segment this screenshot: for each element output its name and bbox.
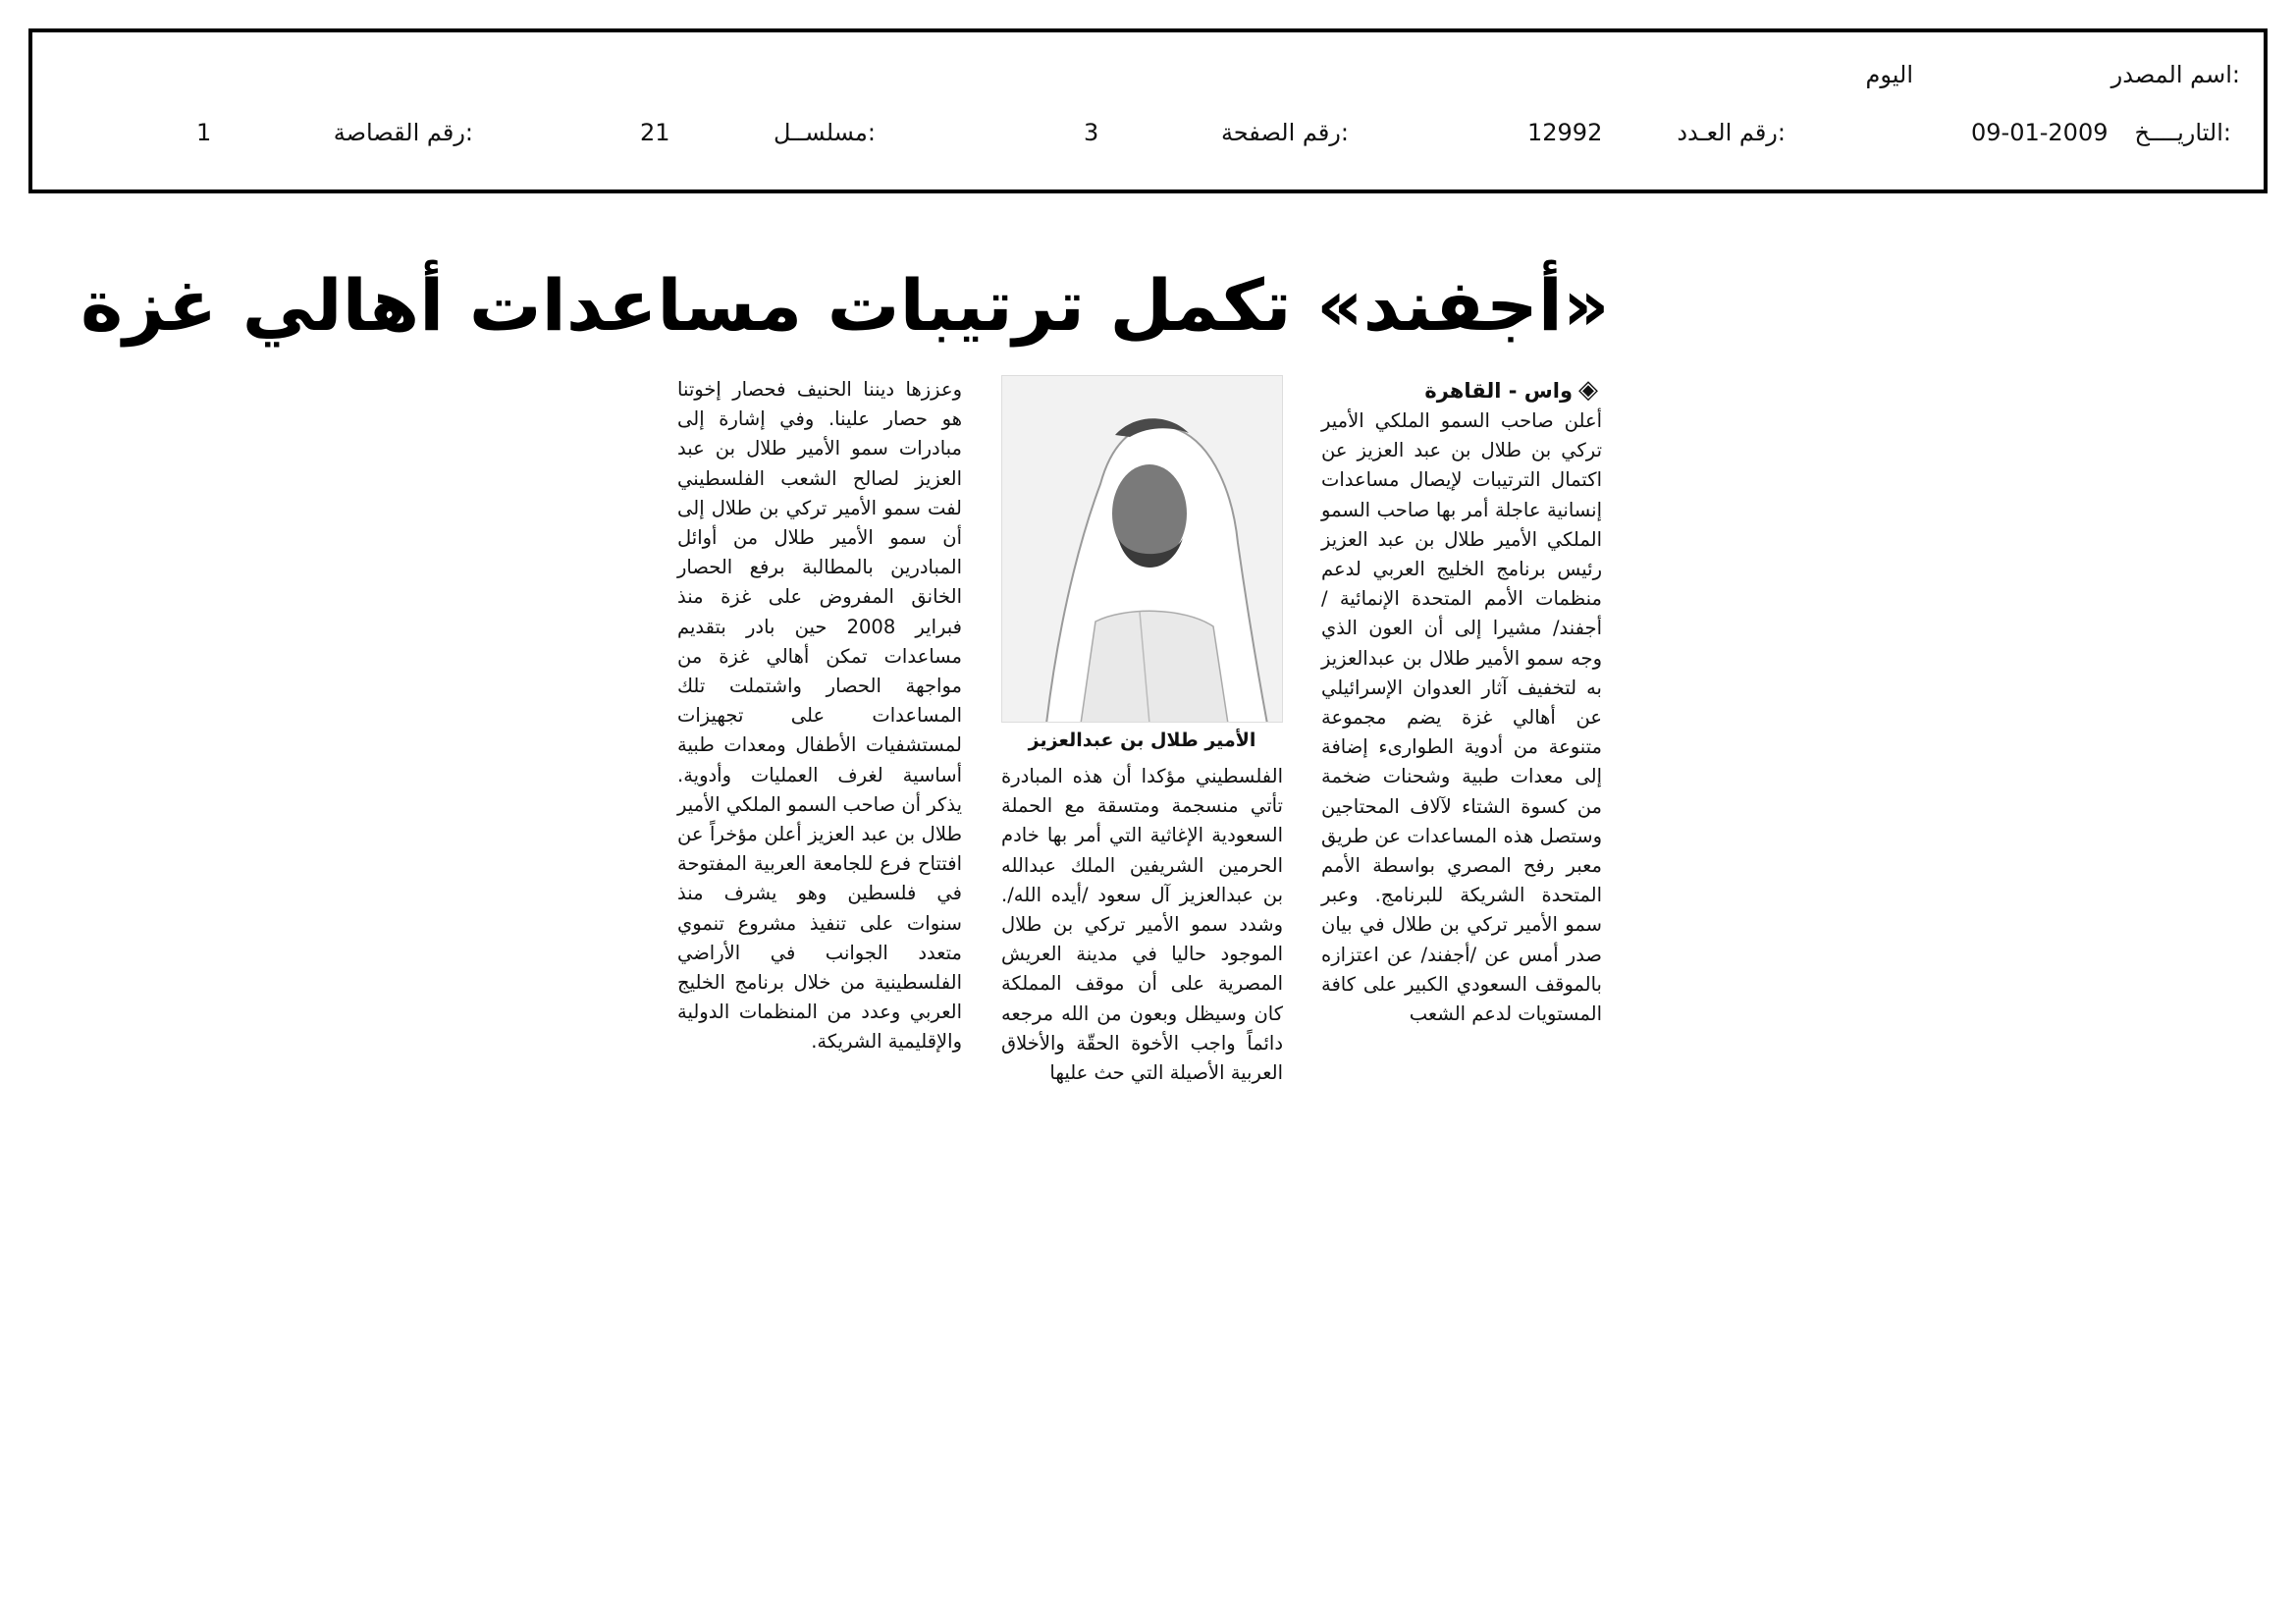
- serial-value: 21: [640, 119, 670, 146]
- article-column-right: [1321, 406, 1602, 1029]
- article-column-middle: [1001, 762, 1283, 1088]
- column-text: الفلسطيني مؤكدا أن هذه المبادرة تأتي منسجمة ومتسقة مع الحملة السعودية الإغاثية التي أمر بها خادم الحرمين الشريفين الملك عبدالله بن عبدالعزيز آل سعود /أيده الله/. وشدد سمو الأمير تركي بن طلال الموجود حاليا في مدينة العريش المصرية على أن موقف المملكة كان وسيظل وبعون من الله مرجعه دائماً واجب الأخوة الحقّة والأخلاق العربية الأصيلة التي حث عليها: [1001, 765, 1283, 1085]
- issue-label: رقم العـدد:: [1677, 119, 1786, 146]
- page-value: 3: [1084, 119, 1099, 146]
- photo-caption: الأمير طلال بن عبدالعزيز: [1028, 730, 1256, 751]
- source-label: اسم المصدر:: [2110, 61, 2240, 88]
- date-value: 09-01-2009: [1971, 119, 2109, 146]
- portrait-image: [1002, 376, 1283, 723]
- issue-value: 12992: [1527, 119, 1603, 146]
- diamond-marker-icon: ◈: [1578, 375, 1598, 405]
- article-headline: «أجفند» تكمل ترتيبات مساعدات أهالي غزة: [80, 264, 1610, 347]
- page-label: رقم الصفحة:: [1220, 119, 1349, 146]
- column-text: وعززها ديننا الحنيف فحصار إخوتنا هو حصار علينا. وفي إشارة إلى مبادرات سمو الأمير طلال بن عبد العزيز لصالح الشعب الفلسطيني لفت سمو الأمير تركي بن طلال إلى أن سمو الأمير طلال من أوائل المبادرين بالمطالبة برفع الحصار الخانق المفروض على غزة منذ فبراير 2008 حين بادر بتقديم مساعدات تمكن أهالي غزة من مواجهة الحصار واشتملت تلك المساعدات على تجهيزات لمستشفيات الأطفال ومعدات طبية أساسية لغرف العمليات وأدوية. يذكر أن صاحب السمو الملكي الأمير طلال بن عبد العزيز أعلن مؤخراً عن افتتاح فرع للجامعة العربية المفتوحة في فلسطين وهو يشرف منذ سنوات على تنفيذ مشروع تنموي متعدد الجوانب في الأراضي الفلسطينية من خلال برنامج الخليج العربي وعدد من المنظمات الدولية والإقليمية الشريكة.: [677, 378, 962, 1054]
- clipping-header-box: [28, 28, 2268, 193]
- article-photo: [1001, 375, 1283, 723]
- date-label: التاريــــخ:: [2134, 119, 2231, 146]
- clip-label: رقم القصاصة:: [333, 119, 473, 146]
- column-text: أعلن صاحب السمو الملكي الأمير تركي بن طلال بن عبد العزيز عن اكتمال الترتيبات لإيصال مساعدات إنسانية عاجلة أمر بها صاحب السمو الملكي الأمير طلال بن عبد العزيز رئيس برنامج الخليج العربي لدعم منظمات الأمم المتحدة الإنمائية /أجفند/ مشيرا إلى أن العون الذي وجه سمو الأمير طلال بن عبدالعزيز به لتخفيف آثار العدوان الإسرائيلي عن أهالي غزة يضم مجموعة متنوعة من أدوية الطوارىء إضافة إلى معدات طبية وشحنات ضخمة من كسوة الشتاء لآلاف المحتاجين وستصل هذه المساعدات عن طريق معبر رفح المصري بواسطة الأمم المتحدة الشريكة للبرنامج. وعبر سمو الأمير تركي بن طلال في بيان صدر أمس عن /أجفند/ عن اعتزازه بالموقف السعودي الكبير على كافة المستويات لدعم الشعب: [1321, 409, 1602, 1026]
- article-column-left: [677, 375, 962, 1057]
- source-value: اليوم: [1865, 61, 1913, 88]
- dateline: [1394, 373, 1598, 406]
- clip-value: 1: [196, 119, 212, 146]
- dateline-text: واس - القاهرة: [1424, 379, 1573, 403]
- serial-label: مسلســل:: [774, 119, 876, 146]
